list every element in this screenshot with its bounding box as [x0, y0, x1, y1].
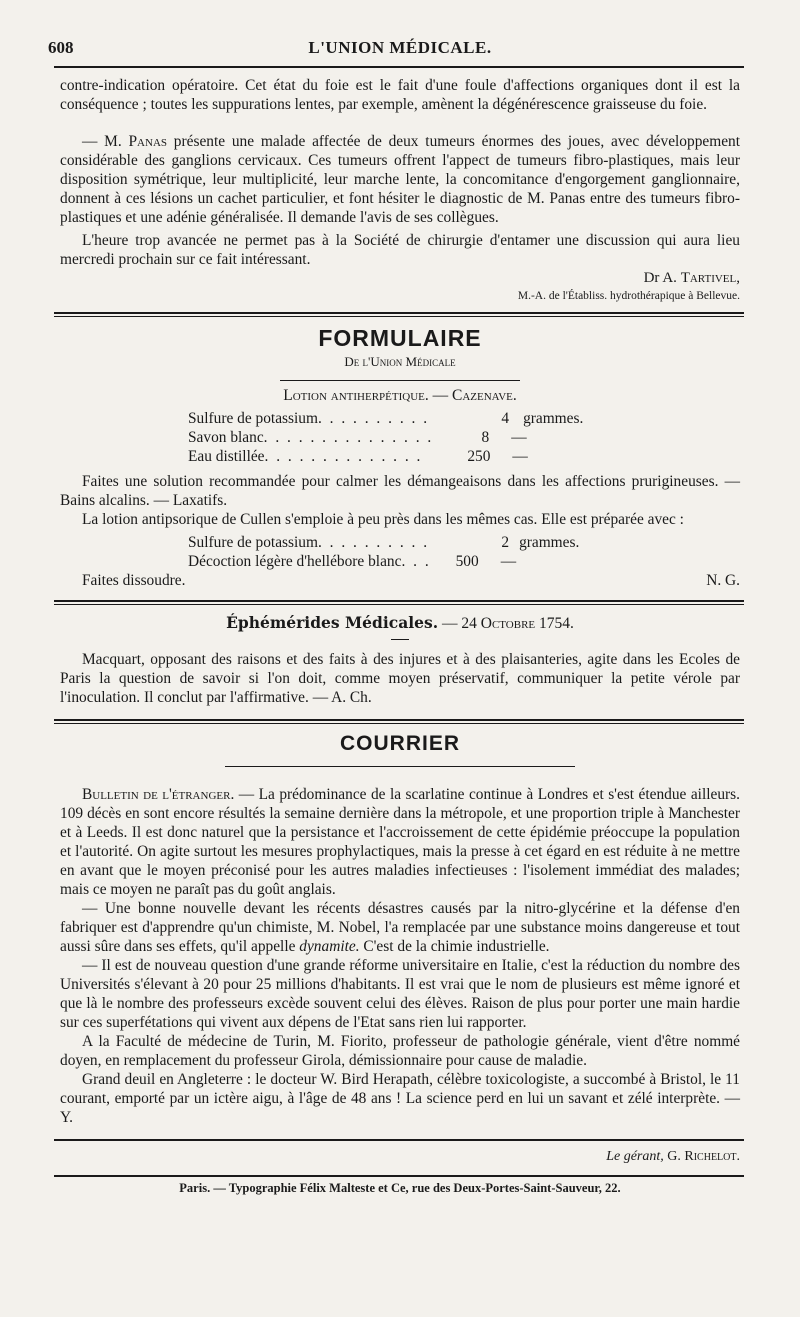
short-rule: [391, 639, 409, 640]
recipe-item: [188, 428, 740, 447]
item-unit: —: [500, 553, 517, 570]
page: [48, 30, 740, 1196]
bulletin-lead: Bulletin de l'étranger.: [82, 786, 235, 803]
ephemerides-section: [60, 613, 740, 707]
item-qty: 500: [455, 553, 479, 570]
ephemerides-heading: Éphémérides Médicales.: [226, 613, 439, 632]
recipe-list-1: [188, 409, 740, 466]
running-header: [48, 30, 740, 60]
intro-paragraph-2: [60, 132, 740, 227]
item-leader: . . . . . . . . . .: [317, 410, 430, 427]
ephemerides-text: Macquart, opposant des raisons et des faits à des injures et à des plaisanteries, agite dans les Ecoles de Paris la question de savoir si l'on doit, comme moyen préservatif, communiquer la petite vérole par l'inoculation. Il conclut par l'affirmative. — A. Ch.: [60, 651, 740, 706]
item-name: Sulfure de potassium: [188, 534, 318, 551]
item-qty: 2: [501, 534, 510, 551]
item-leader: . . . . . . . . . .: [317, 534, 430, 551]
formulaire-section: [60, 325, 740, 590]
item-leader: . . . . . . . . . . . . . .: [264, 448, 423, 465]
formulaire-paragraph-1: Faites une solution recommandée pour calmer les démangeaisons dans les affections prurigineuses. — Bains alcalins. — Laxatifs.: [60, 473, 740, 509]
gerant-line: [60, 1149, 740, 1165]
item-unit: grammes.: [519, 534, 580, 551]
item-unit: —: [511, 429, 527, 446]
formulaire-title: FORMULAIRE: [318, 325, 482, 351]
item-name: Décoction légère d'hellébore blanc: [188, 553, 402, 570]
formulaire-paragraph-2: La lotion antipsorique de Cullen s'emploie à peu près dans les mêmes cas. Elle est préparée avec :: [82, 511, 684, 528]
courrier-paragraph-3: — Il est de nouveau question d'une grande réforme universitaire en Italie, c'est la réduction du nombre des Universités s'élevant à 20 pour 25 millions d'habitants. Il est vrai que le nom de plusieurs est même ignoré et que là le nombre des professeurs excède souvent celui des élèves. Raison de plus pour porter une main hardie sur ces superfétations qui vivent aux dépens de l'Etat sans rien lui rapporter.: [60, 957, 740, 1031]
formulaire-closing: [60, 571, 740, 590]
item-qty: 8: [481, 429, 490, 446]
courrier-paragraph-2: [60, 899, 740, 956]
imprint-rule: [54, 1175, 744, 1177]
recipe-item: [188, 447, 740, 466]
bulletin-text: — La prédominance de la scarlatine continue à Londres et s'est étendue ailleurs. 109 décès en sont encore résultés la semaine dernière dans la métropole, et une proportion triple à Manchester et à Leeds. Il est donc naturel que la persistance et l'accroissement de cette épidémie préoccupe la population et l'autorité. On agite surtout les mesures prophylactiques, mais la presse à cet égard en est réduite à ne mettre en avant que le moyen préconisé pour les autres maladies infectieuses : l'isolement immédiat des malades; mais ce moyen ne paraît pas du goût anglais.: [60, 786, 740, 898]
intro-paragraph-2-text: présente une malade affectée de deux tumeurs énormes des joues, avec développement considérable des ganglions cervicaux. Ces tumeurs offrent l'appect de tumeurs fibro-plastiques, mais leur disposition symétrique, leur multiplicité, leur marche lente, la concomitance d'engorgement ganglionnaire, donnent à ces lésions un cachet particulier, et font hésiter le diagnostic de M. Panas entre des tumeurs fibro-plastiques et une adénie généralisée. Il demande l'avis de ses collègues.: [60, 133, 740, 226]
ephemerides-title: [60, 613, 740, 633]
item-unit: —: [512, 448, 528, 465]
item-name: Savon blanc: [188, 429, 264, 446]
dynamite-word: dynamite.: [299, 938, 360, 955]
dash: — M.: [82, 133, 129, 150]
item-leader: . . . . . . . . . . . . . . .: [263, 429, 434, 446]
closing-text: Faites dissoudre.: [82, 572, 186, 589]
courrier-title: COURRIER: [339, 732, 460, 755]
nobel-text-end: C'est de la chimie industrielle.: [359, 938, 550, 955]
item-name: Eau distillée: [188, 448, 265, 465]
courrier-rule: [225, 766, 575, 767]
author-initials: N. G.: [706, 572, 740, 589]
signature: [60, 269, 740, 288]
item-qty: 4: [501, 410, 510, 427]
recipe-item: [188, 533, 740, 552]
gerant-name: G. Richelot.: [663, 1149, 740, 1164]
intro-paragraph-3: L'heure trop avancée ne permet pas à la Société de chirurgie d'entamer une discussion qui aura lieu mercredi prochain sur ce fait intéressant.: [60, 232, 740, 268]
intro-paragraph-1: contre-indication opératoire. Cet état du foie est le fait d'une foule d'affections organiques dont il est la conséquence ; toutes les suppurations lentes, par exemple, amènent la dégénérescence graisseuse du foie.: [60, 77, 740, 113]
courrier-paragraph-4: A la Faculté de médecine de Turin, M. Fiorito, professeur de pathologie générale, vient d'être nommé doyen, en remplacement du professeur Girola, démissionnaire pour cause de maladie.: [60, 1033, 740, 1069]
recipe-item: [188, 552, 740, 571]
author-name-panas: Panas: [128, 133, 168, 150]
nobel-text: — Une bonne nouvelle devant les récents désastres causés par la nitro-glycérine et la défense d'en fabriquer est d'apprendre qu'un chimiste, M. Nobel, l'a remplacée par une substance moins dangereuse et tout aussi sûre dans ses effets, qu'il appelle: [60, 900, 740, 955]
signature-name: Tartivel,: [680, 270, 740, 286]
header-rule: [54, 66, 744, 68]
page-number: 608: [48, 38, 74, 57]
subtitle-rule: [280, 380, 520, 381]
recipe-title: Lotion antiherpétique. — Cazenave.: [283, 387, 517, 404]
signature-affiliation: M.-A. de l'Établiss. hydrothérapique à Bellevue.: [517, 290, 740, 302]
recipe-list-2: [188, 533, 740, 571]
recipe-item: [188, 409, 740, 428]
footer-rule: [54, 1139, 744, 1141]
courrier-paragraph-1: [60, 785, 740, 899]
section-rule: [54, 719, 744, 724]
section-rule: [54, 600, 744, 605]
journal-title: L'UNION MÉDICALE.: [308, 38, 492, 57]
item-name: Sulfure de potassium: [188, 410, 318, 427]
signature-prefix: Dr A.: [643, 270, 681, 286]
imprint: Paris. — Typographie Félix Malteste et Ce, rue des Deux-Portes-Saint-Sauveur, 22.: [179, 1181, 621, 1195]
intro-section: [60, 76, 740, 304]
item-unit: grammes.: [523, 410, 584, 427]
courrier-section: [60, 732, 740, 1127]
ephemerides-date: — 24 Octobre 1754.: [438, 615, 574, 632]
section-rule: [54, 312, 744, 317]
item-leader: . . .: [401, 553, 431, 570]
formulaire-subtitle: De l'Union Médicale: [344, 354, 456, 369]
item-qty: 250: [467, 448, 491, 465]
gerant-label: Le gérant,: [606, 1149, 664, 1164]
courrier-paragraph-5: Grand deuil en Angleterre : le docteur W. Bird Herapath, célèbre toxicologiste, a succombé à Bristol, le 11 courant, emporté par un ictère aigu, à l'âge de 48 ans ! La science perd en lui un savant et zélé interprète. — Y.: [60, 1071, 740, 1126]
